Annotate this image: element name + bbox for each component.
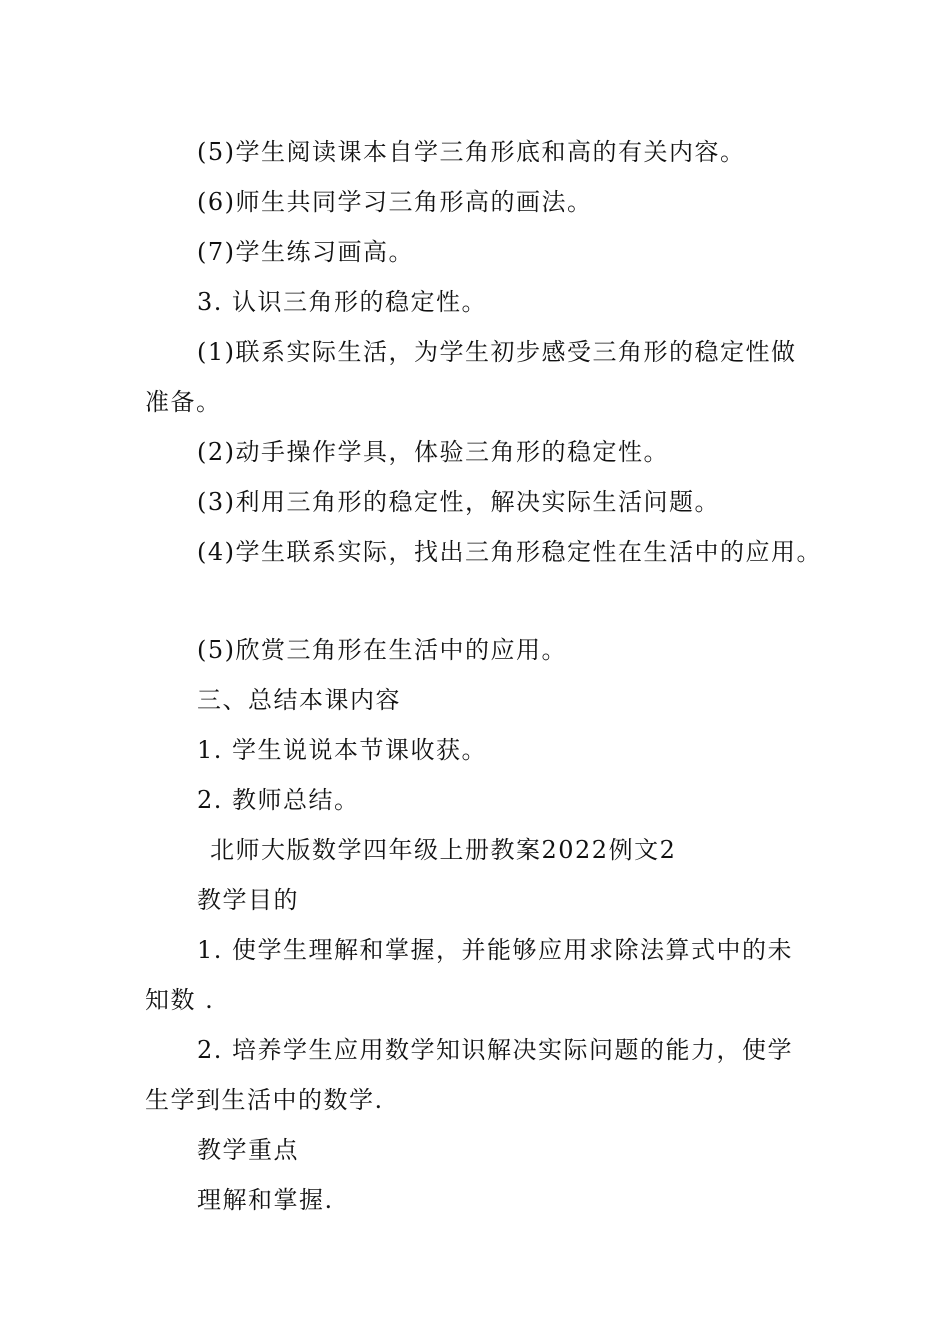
text-line: 准备。	[145, 388, 222, 416]
text-line: (3)利用三角形的稳定性，解决实际生活问题。	[197, 488, 720, 516]
text-line: 3. 认识三角形的稳定性。	[197, 288, 488, 316]
text-line: 2. 培养学生应用数学知识解决实际问题的能力，使学	[197, 1036, 794, 1064]
text-line: 1. 使学生理解和掌握，并能够应用求除法算式中的未	[197, 936, 794, 964]
section-heading: 教学目的	[197, 886, 299, 914]
section-heading: 教学重点	[197, 1136, 299, 1164]
text-line: (5)学生阅读课本自学三角形底和高的有关内容。	[197, 138, 746, 166]
text-line: 知数 .	[145, 986, 215, 1014]
text-line: (6)师生共同学习三角形高的画法。	[197, 188, 593, 216]
text-line: (4)学生联系实际，找出三角形稳定性在生活中的应用。	[197, 538, 822, 566]
text-line: (2)动手操作学具，体验三角形的稳定性。	[197, 438, 669, 466]
text-line: 2. 教师总结。	[197, 786, 360, 814]
text-line: (7)学生练习画高。	[197, 238, 414, 266]
text-line: (5)欣赏三角形在生活中的应用。	[197, 636, 567, 664]
text-line: (1)联系实际生活，为学生初步感受三角形的稳定性做	[197, 338, 797, 366]
text-line: 生学到生活中的数学.	[145, 1086, 384, 1114]
text-line: 1. 学生说说本节课收获。	[197, 736, 488, 764]
text-line: 理解和掌握.	[197, 1186, 334, 1214]
document-title: 北师大版数学四年级上册教案2022例文2	[210, 836, 677, 864]
section-heading: 三、总结本课内容	[197, 686, 401, 714]
